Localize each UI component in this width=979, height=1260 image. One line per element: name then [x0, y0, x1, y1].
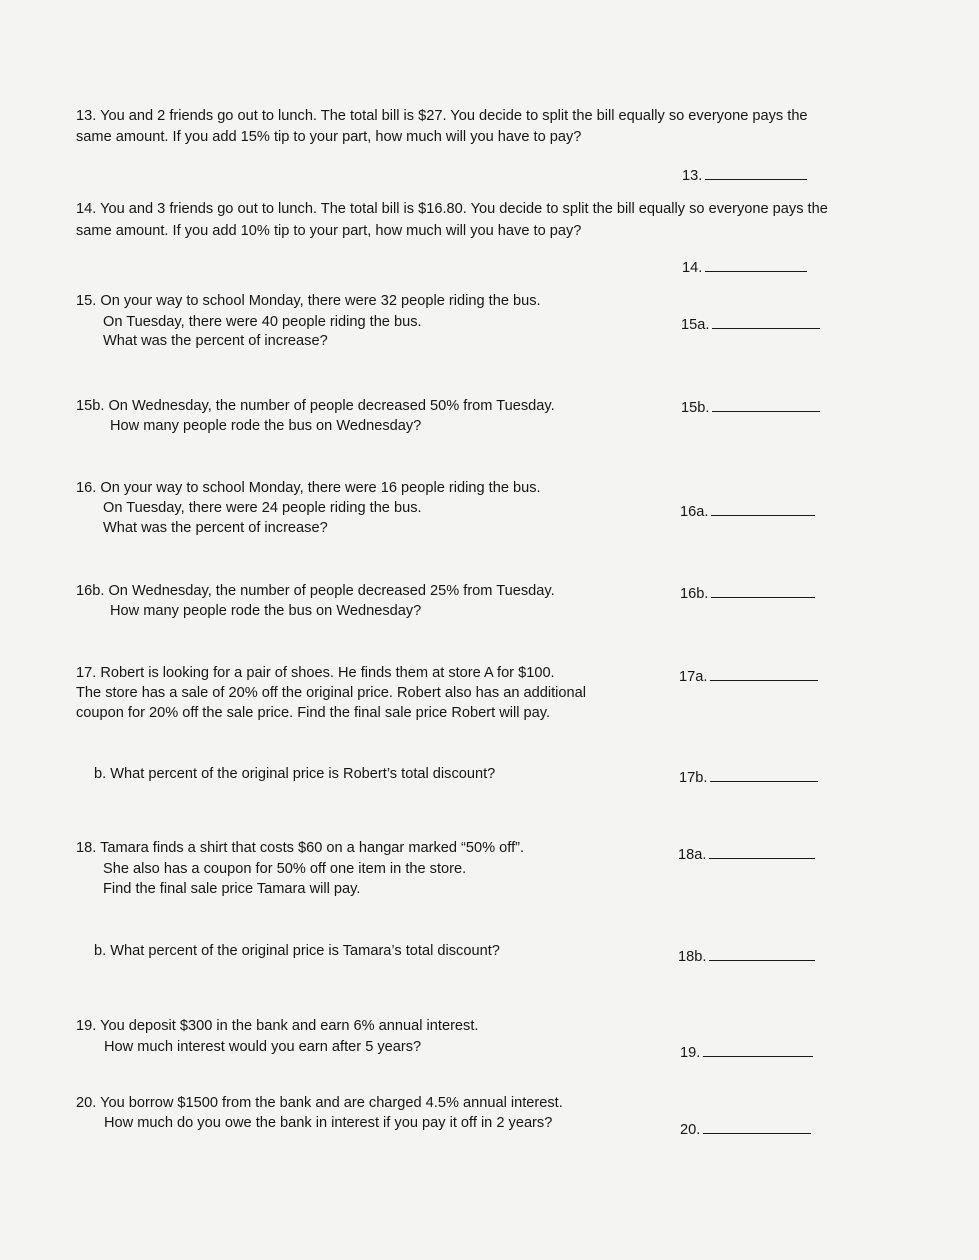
answer-blank-18a[interactable] — [678, 845, 815, 864]
answer-blank-18b[interactable] — [678, 947, 815, 966]
answer-line[interactable] — [711, 584, 815, 598]
question-text-line: same amount. If you add 10% tip to your part, how much will you have to pay? — [76, 223, 582, 239]
question-text-line: b. What percent of the original price is Robert’s total discount? — [94, 766, 496, 782]
question-text-line: 17. Robert is looking for a pair of shoes. He finds them at store A for $100. — [76, 665, 555, 681]
question-text-line: What was the percent of increase? — [103, 520, 328, 536]
answer-label: 18a. — [678, 847, 707, 863]
answer-line[interactable] — [709, 947, 815, 961]
question-text-line: b. What percent of the original price is Tamara’s total discount? — [94, 943, 500, 959]
question-text-line: same amount. If you add 15% tip to your part, how much will you have to pay? — [76, 129, 582, 145]
question-text-line: 19. You deposit $300 in the bank and earn 6% annual interest. — [76, 1018, 479, 1034]
question-text-line: 15b. On Wednesday, the number of people decreased 50% from Tuesday. — [76, 398, 555, 414]
question-text-line: 20. You borrow $1500 from the bank and are charged 4.5% annual interest. — [76, 1095, 563, 1111]
answer-blank-16a[interactable] — [680, 502, 815, 521]
question-text-line: 15. On your way to school Monday, there were 32 people riding the bus. — [76, 293, 541, 309]
answer-line[interactable] — [711, 502, 815, 516]
question-text-line: 16b. On Wednesday, the number of people decreased 25% from Tuesday. — [76, 583, 555, 599]
question-text-line: Find the final sale price Tamara will pay. — [103, 881, 361, 897]
question-text-line: 14. You and 3 friends go out to lunch. The total bill is $16.80. You decide to split the bill equally so everyone pays the — [76, 201, 828, 217]
answer-label: 16a. — [680, 504, 709, 520]
answer-line[interactable] — [712, 315, 820, 329]
answer-label: 16b. — [680, 586, 709, 602]
answer-blank-14[interactable] — [682, 258, 807, 277]
answer-line[interactable] — [705, 258, 807, 272]
question-text-line: On Tuesday, there were 24 people riding the bus. — [103, 500, 422, 516]
answer-blank-20[interactable] — [680, 1120, 811, 1139]
question-text-line: On Tuesday, there were 40 people riding the bus. — [103, 314, 422, 330]
answer-blank-16b[interactable] — [680, 584, 815, 603]
question-text-line: 16. On your way to school Monday, there were 16 people riding the bus. — [76, 480, 541, 496]
answer-blank-15a[interactable] — [681, 315, 820, 334]
answer-line[interactable] — [712, 398, 820, 412]
question-text-line: 18. Tamara finds a shirt that costs $60 on a hangar marked “50% off”. — [76, 840, 525, 856]
answer-label: 15a. — [681, 317, 710, 333]
answer-line[interactable] — [703, 1043, 813, 1057]
question-text-line: The store has a sale of 20% off the original price. Robert also has an additional — [76, 685, 587, 701]
question-text-line: How much interest would you earn after 5 years? — [104, 1039, 422, 1055]
answer-label: 19. — [680, 1045, 701, 1061]
answer-line[interactable] — [703, 1120, 811, 1134]
answer-label: 17a. — [679, 669, 708, 685]
answer-line[interactable] — [705, 166, 807, 180]
answer-blank-17b[interactable] — [679, 768, 818, 787]
answer-blank-19[interactable] — [680, 1043, 813, 1062]
question-text-line: How much do you owe the bank in interest if you pay it off in 2 years? — [104, 1115, 553, 1131]
answer-blank-17a[interactable] — [679, 667, 818, 686]
answer-line[interactable] — [710, 768, 818, 782]
answer-label: 17b. — [679, 770, 708, 786]
answer-blank-13[interactable] — [682, 166, 807, 185]
question-text-line: How many people rode the bus on Wednesday? — [110, 418, 422, 434]
question-text-line: How many people rode the bus on Wednesday? — [110, 603, 422, 619]
answer-line[interactable] — [709, 845, 815, 859]
question-text-line: coupon for 20% off the sale price. Find the final sale price Robert will pay. — [76, 705, 551, 721]
answer-label: 15b. — [681, 400, 710, 416]
question-text-line: What was the percent of increase? — [103, 333, 328, 349]
answer-line[interactable] — [710, 667, 818, 681]
answer-label: 18b. — [678, 949, 707, 965]
answer-label: 14. — [682, 260, 703, 276]
question-text-line: She also has a coupon for 50% off one item in the store. — [103, 861, 467, 877]
answer-label: 20. — [680, 1122, 701, 1138]
question-text-line: 13. You and 2 friends go out to lunch. The total bill is $27. You decide to split the bill equally so everyone pays the — [76, 108, 808, 124]
answer-label: 13. — [682, 168, 703, 184]
answer-blank-15b[interactable] — [681, 398, 820, 417]
